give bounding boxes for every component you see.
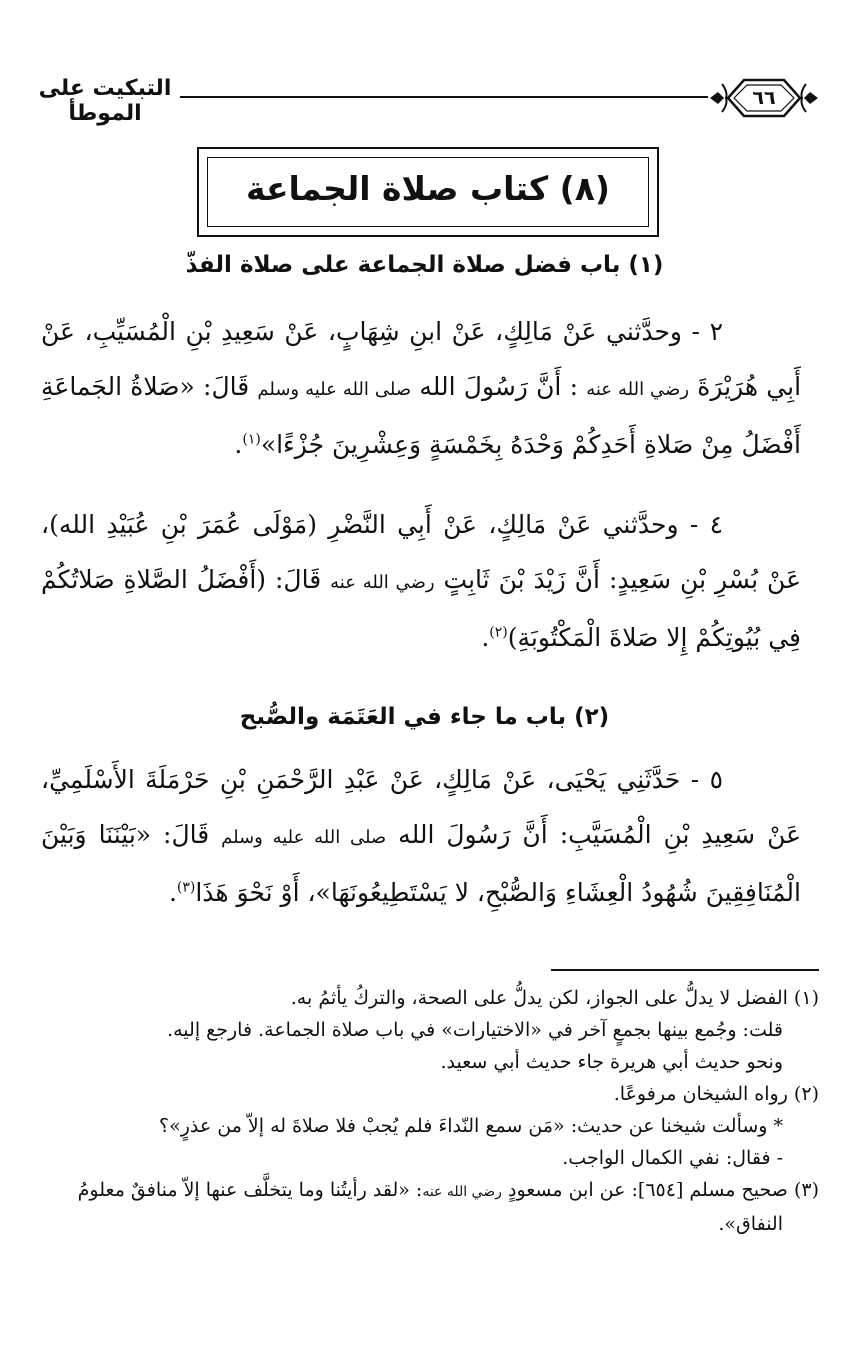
hadith-end: . — [234, 430, 243, 459]
hadith-end: . — [481, 623, 490, 652]
hadith-5 — [41, 752, 801, 920]
page-number-ornament — [708, 70, 820, 126]
page-number: ٦٦ — [752, 87, 776, 109]
footnote-2-question: * وسألت شيخنا عن حديث: «مَن سمع النّداءَ فلم يُجبْ فلا صلاةَ له إلاّ من عذرٍ»؟ — [159, 1115, 783, 1137]
chapter-title-box — [197, 147, 659, 237]
hadith-4 — [41, 497, 801, 665]
honorific-radi: رضي الله عنه — [330, 572, 435, 593]
hadith-2 — [41, 304, 801, 472]
footnote-1-note: ونحو حديث أبي هريرة جاء حديث أبي سعيد. — [440, 1051, 783, 1073]
footnote-ref[interactable]: (٣) — [176, 879, 196, 896]
footnote-3 — [39, 1174, 819, 1240]
footnote-2: (٢) رواه الشيخان مرفوعًا. — [613, 1083, 819, 1105]
section-title: (١) باب فضل صلاة الجماعة على صلاة الفذّ — [185, 252, 664, 278]
honorific-radi: رضي الله عنه — [586, 379, 690, 400]
footnote-separator — [551, 969, 819, 971]
hadith-end: . — [168, 878, 177, 907]
footnote-1-note: قلت: وجُمع بينها بجمعٍ آخر في «الاختيارات» في باب صلاة الجماعة. فارجع إليه. — [167, 1019, 783, 1041]
footnote-1: (١) الفضل لا يدلُّ على الجواز، لكن يدلُّ على الصحة، والتركُ يأثمُ به. — [290, 987, 819, 1009]
honorific-salla: صلى الله عليه وسلم — [221, 827, 387, 848]
hadith-text: ٢ - وحدَّثني عَنْ مَالِكٍ، عَنْ ابنِ شِهَابٍ، عَنْ سَعِيدِ بْنِ الْمُسَيِّبِ، عَنْ أَبِي هُرَيْرَةَ — [41, 317, 802, 401]
hadith-text: : أَنَّ رَسُولَ الله — [419, 372, 578, 401]
page-header — [30, 70, 820, 130]
hadith-text: قَالَ: (أَفْضَلُ الصَّلاةِ صَلاتُكُمْ فِي بُيُوتِكُمْ إِلا صَلاةَ الْمَكْتُوبَةِ) — [41, 565, 801, 652]
hadith-text: قَالَ: «صَلاةُ الجَماعَةِ أَفْضَلُ مِنْ صَلاةِ أَحَدِكُمْ وَحْدَهُ بِخَمْسَةٍ وَعِشْرِينَ جُزْءًا» — [41, 372, 801, 459]
hadith-text: قَالَ: «بَيْنَنَا وَبَيْنَ الْمُنَافِقِينَ شُهُودُ الْعِشَاءِ وَالصُّبْحِ، لا يَسْتَطِيعُونَهَا»، أَوْ نَحْوَ هَذَا — [41, 820, 801, 907]
footnote-ref[interactable]: (٢) — [489, 624, 508, 641]
header-rule — [180, 96, 708, 98]
footnote-3-text: : «لقد رأيتُنا وما يتخلَّف عنها إلاّ منافقٌ معلومُ النفاق». — [77, 1179, 783, 1235]
footnote-ref[interactable]: (١) — [242, 431, 261, 448]
honorific-salla: صلى الله عليه وسلم — [257, 379, 412, 400]
running-title: التبكيت على الموطأ — [38, 76, 172, 126]
honorific-radi: رضي الله عنه — [422, 1184, 502, 1200]
section-title: (٢) باب ما جاء في العَتَمَة والصُّبح — [239, 704, 610, 730]
hadith-text: ٤ - وحدَّثني عَنْ مَالِكٍ، عَنْ أَبِي النَّضْرِ (مَوْلَى عُمَرَ بْنِ عُبَيْدِ الله)، عَنْ بُسْرِ بْنِ سَعِيدٍ: أَنَّ زَيْدَ بْنَ ثَابِتٍ — [41, 510, 801, 594]
chapter-title: (٨) كتاب صلاة الجماعة — [246, 169, 610, 208]
footnotes — [39, 982, 819, 1240]
footnote-3-text: (٣) صحيح مسلم [٦٥٤]: عن ابن مسعودٍ — [507, 1179, 819, 1201]
hadith-text: ٥ - حَدَّثَنِي يَحْيَى، عَنْ مَالِكٍ، عَنْ عَبْدِ الرَّحْمَنِ بْنِ حَرْمَلَةَ الأَسْلَمِيِّ، عَنْ سَعِيدِ بْنِ الْمُسَيَّبِ: أَنَّ رَسُولَ الله — [41, 765, 802, 849]
footnote-2-answer: - فقال: نفي الكمال الواجب. — [562, 1147, 783, 1169]
